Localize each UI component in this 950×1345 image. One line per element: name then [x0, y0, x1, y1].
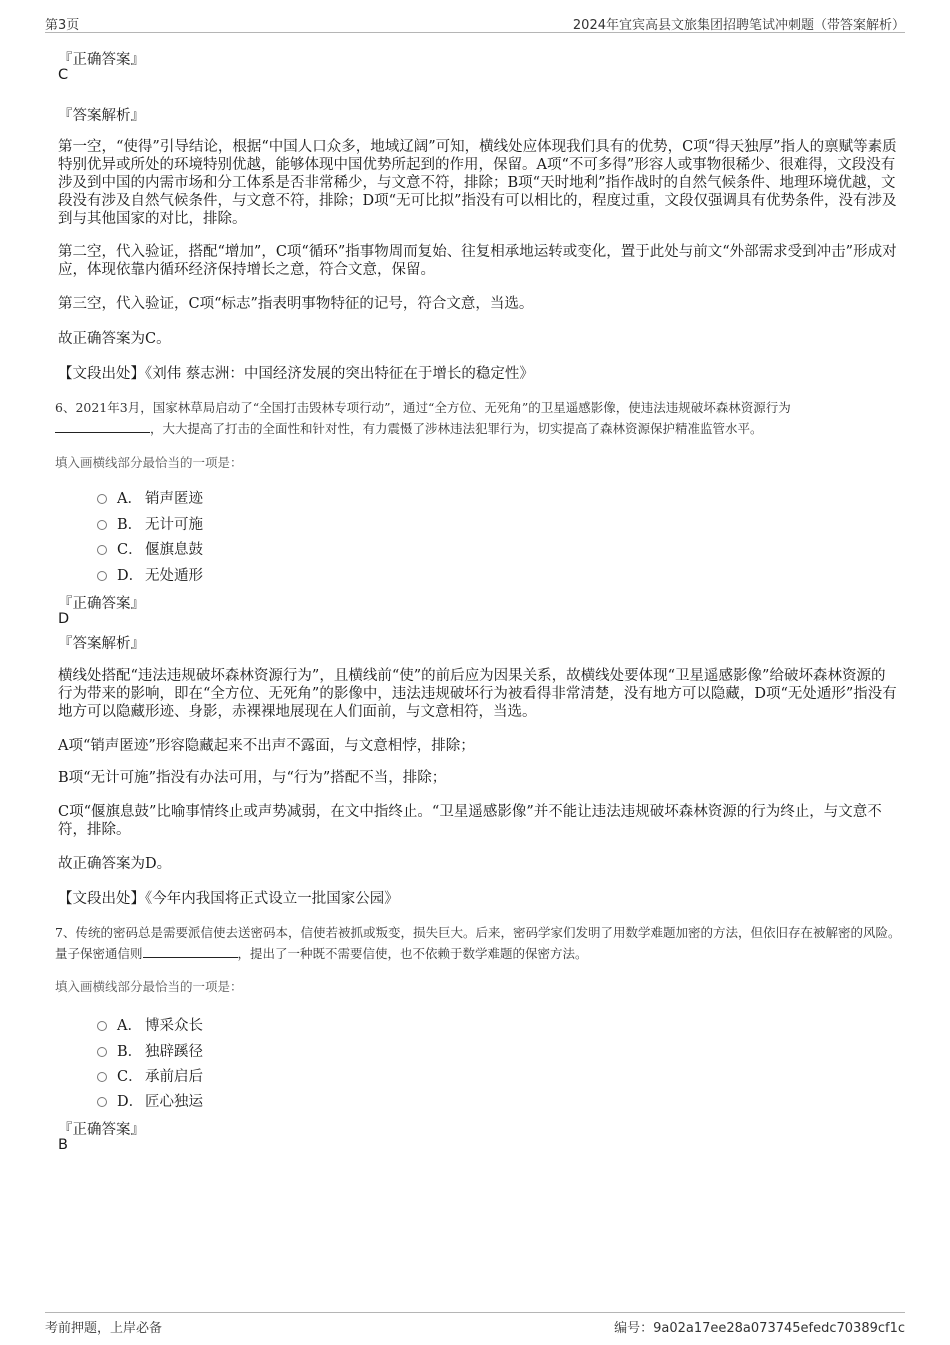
analysis-paragraph: 故正确答案为C。	[58, 331, 171, 347]
question-stem-part: ，提出了一种既不需要信使，也不依赖于数学难题的保密方法。	[237, 946, 588, 961]
analysis-paragraph: 第一空，“使得”引导结论，根据“中国人口众多，地域辽阔”可知，横线处应体现我们具有的优势，C项“得天独厚”指人的禀赋等素质特别优异或所处的环境特别优越，能够体现中国优势所起到的作用，保留。A项“不可多得”形容人或事物很稀少、很难得，文段没有涉及到中国的内需市场和分工体系是否非常稀少，与文意不符，排除；B项“天时地利”指作战时的自然气候条件、地理环境优越，文段没有涉及自然气候条件，与文意不符，排除；D项“无可比拟”指没有可以相比的，程度过重，文段仅强调具有优势条件，没有涉及到与其他国家的对比，排除。	[58, 139, 897, 227]
option-c[interactable]: C． 承前启后	[97, 1065, 203, 1086]
question-stem	[55, 922, 905, 964]
radio-icon[interactable]	[97, 520, 107, 530]
analysis-label: 『答案解析』	[58, 636, 145, 652]
option-d[interactable]: D． 无处遁形	[97, 564, 203, 585]
fill-blank	[55, 420, 150, 433]
analysis-paragraph: 第二空，代入验证，搭配“增加”，C项“循环”指事物周而复始、往复相承地运转或变化，置于此处与前文“外部需求受到冲击”形成对应，体现依靠内循环经济保持增长之意，符合文意，保留。	[58, 244, 897, 278]
question-hint: 填入画横线部分最恰当的一项是：	[55, 455, 243, 470]
page-number: 第3页	[45, 18, 80, 33]
question-hint: 填入画横线部分最恰当的一项是：	[55, 979, 243, 994]
correct-answer-value: D	[58, 611, 70, 627]
correct-answer-label: 『正确答案』	[58, 52, 145, 68]
radio-icon[interactable]	[97, 1047, 107, 1057]
footer-slogan: 考前押题，上岸必备	[45, 1321, 163, 1336]
option-d[interactable]: D． 匠心独运	[97, 1090, 203, 1111]
analysis-label: 『答案解析』	[58, 108, 145, 124]
correct-answer-value: B	[58, 1137, 68, 1153]
source-citation: 【文段出处】《刘伟 蔡志洲：中国经济发展的突出特征在于增长的稳定性》	[58, 366, 534, 382]
radio-icon[interactable]	[97, 1097, 107, 1107]
page-header	[45, 12, 905, 33]
option-b[interactable]: B． 独辟蹊径	[97, 1040, 203, 1061]
analysis-paragraph: 故正确答案为D。	[58, 856, 172, 872]
question-stem-part: 6、2021年3月，国家林草局启动了“全国打击毁林专项行动”，通过“全方位、无死角”的卫星遥感影像，使违法违规破坏森林资源行为	[55, 400, 791, 415]
source-citation: 【文段出处】《今年内我国将正式设立一批国家公园》	[58, 891, 399, 907]
analysis-paragraph: 横线处搭配“违法违规破坏森林资源行为”，且横线前“使”的前后应为因果关系，故横线处要体现“卫星遥感影像”给破坏森林资源的行为带来的影响，即在“全方位、无死角”的影像中，违法违规破坏行为被看得非常清楚，没有地方可以隐藏，D项“无处遁形”指没有地方可以隐藏形迹、身影，赤裸裸地展现在人们面前，与文意相符，当选。	[58, 668, 897, 720]
fill-blank	[143, 945, 238, 958]
radio-icon[interactable]	[97, 494, 107, 504]
option-a[interactable]: A． 博采众长	[97, 1014, 203, 1035]
question-stem-part: ，大大提高了打击的全面性和针对性，有力震慑了涉林违法犯罪行为，切实提高了森林资源保护精准监管水平。	[150, 421, 763, 436]
correct-answer-label: 『正确答案』	[58, 1122, 145, 1138]
option-c[interactable]: C． 偃旗息鼓	[97, 538, 203, 559]
radio-icon[interactable]	[97, 571, 107, 581]
analysis-paragraph: C项“偃旗息鼓”比喻事情终止或声势减弱，在文中指终止。“卫星遥感影像”并不能让违法违规破坏森林资源的行为终止，与文意不符，排除。	[58, 804, 882, 838]
option-b[interactable]: B． 无计可施	[97, 513, 203, 534]
radio-icon[interactable]	[97, 1072, 107, 1082]
question-stem	[55, 397, 905, 439]
analysis-paragraph: A项“销声匿迹”形容隐藏起来不出声不露面，与文意相悖，排除；	[58, 738, 475, 754]
document-title: 2024年宜宾高县文旅集团招聘笔试冲刺题（带答案解析）	[572, 18, 905, 33]
document-code: 编号：9a02a17ee28a073745efedc70389cf1c	[614, 1321, 905, 1336]
analysis-paragraph: 第三空，代入验证，C项“标志”指表明事物特征的记号，符合文意，当选。	[58, 296, 534, 312]
radio-icon[interactable]	[97, 1021, 107, 1031]
page-footer	[45, 1312, 905, 1335]
analysis-paragraph: B项“无计可施”指没有办法可用，与“行为”搭配不当，排除；	[58, 770, 447, 786]
correct-answer-value: C	[58, 67, 69, 83]
radio-icon[interactable]	[97, 545, 107, 555]
option-a[interactable]: A． 销声匿迹	[97, 487, 203, 508]
question-stem-part: 7、传统的密码总是需要派信使去送密码本，信使若被抓或叛变，损失巨大。后来，密码学家们发明了用数学难题加密的方法，但依旧存在被解密的风险。量子保密通信则	[55, 925, 901, 961]
correct-answer-label: 『正确答案』	[58, 596, 145, 612]
